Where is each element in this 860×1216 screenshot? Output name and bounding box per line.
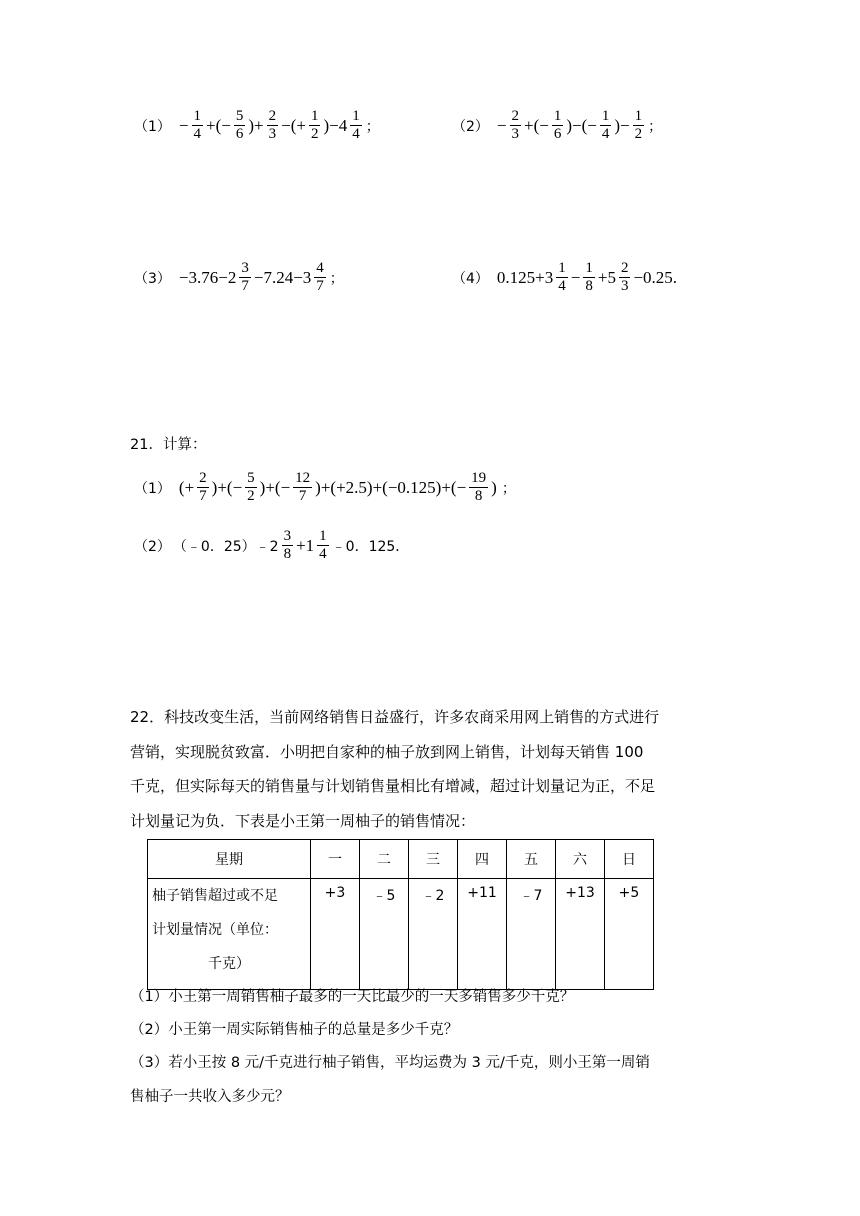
value-cell: +13 — [556, 879, 605, 990]
q22-problem-text — [130, 700, 740, 838]
value-cell: +5 — [605, 879, 654, 990]
math-term: )+(− — [259, 477, 291, 497]
q22-sub2: （2）小王第一周实际销售柚子的总量是多少千克？ — [130, 1022, 459, 1038]
value-cell: +3 — [311, 879, 360, 990]
row-label-cell — [148, 879, 311, 990]
part-label: （4） — [452, 270, 489, 287]
value-cell: +11 — [458, 879, 507, 990]
semicolon: ； — [329, 270, 344, 287]
row-label-line: 柚子销售超过或不足 — [152, 888, 278, 904]
row-label-line: 计划量情况（单位： — [152, 922, 278, 938]
q20-part1-expression — [134, 108, 380, 143]
q22-text-line: 营销，实现脱贫致富．小明把自家种的柚子放到网上销售，计划每天销售 100 — [130, 742, 644, 761]
header-cell: 五 — [507, 840, 556, 879]
fraction: $\frac{1}{6}$ — [553, 108, 562, 142]
header-cell: 三 — [409, 840, 458, 879]
math-term: +(− — [524, 115, 549, 135]
table-row — [148, 879, 654, 990]
fraction: $\frac{1}{2}$ — [634, 108, 643, 142]
fraction: $\frac{3}{7}$ — [241, 260, 249, 294]
fraction: $\frac{19}{8}$ — [471, 470, 487, 504]
math-term: − — [496, 115, 507, 135]
fraction: $\frac{3}{8}$ — [283, 528, 292, 562]
q22-text-line: 计划量记为负．下表是小王第一周柚子的销售情况： — [130, 811, 476, 830]
q21-part1-expression — [134, 470, 516, 505]
math-term: )− — [614, 115, 630, 135]
semicolon: ； — [648, 118, 663, 135]
header-cell: 四 — [458, 840, 507, 879]
header-cell-weekday: 星期 — [148, 840, 311, 879]
math-term: +(− — [206, 115, 231, 135]
fraction: $\frac{2}{3}$ — [620, 260, 629, 294]
table-header-row — [148, 840, 654, 879]
math-term: − — [178, 115, 189, 135]
math-term: −7.24−3 — [253, 267, 312, 287]
header-cell: 日 — [605, 840, 654, 879]
q21-title: 21．计算： — [130, 437, 207, 453]
value-cell: ﹣2 — [409, 879, 458, 990]
math-term: )+(+2.5)+(−0.125)+(− — [315, 477, 467, 497]
q22-sub3-line1: （3）若小王按 8 元/千克进行柚子销售，平均运费为 3 元/千克，则小王第一周销 — [130, 1055, 650, 1071]
math-term: （﹣0．25）﹣2 — [172, 538, 279, 555]
math-term: )−4 — [323, 115, 348, 135]
math-term: )−(− — [566, 115, 597, 135]
fraction: $\frac{1}{4}$ — [558, 260, 566, 294]
fraction: $\frac{1}{4}$ — [601, 108, 610, 142]
part-label: （2） — [134, 538, 171, 555]
math-term: (+ — [178, 477, 195, 497]
fraction: $\frac{1}{2}$ — [310, 108, 319, 142]
fraction: $\frac{2}{3}$ — [268, 108, 277, 142]
part-label: （1） — [134, 480, 171, 497]
q22-text-line: 千克，但实际每天的销售量与计划销售量相比有增减，超过计划量记为正，不足 — [130, 777, 656, 795]
value-cell: ﹣5 — [360, 879, 409, 990]
fraction: $\frac{5}{6}$ — [235, 108, 244, 142]
math-term: −(+ — [281, 115, 306, 135]
q22-sub1: （1）小王第一周销售柚子最多的一天比最少的一天多销售多少千克？ — [130, 989, 575, 1005]
math-term: −3.76−2 — [178, 267, 237, 287]
math-term: 0.125+3 — [496, 267, 554, 287]
math-term: −0.25. — [633, 267, 678, 287]
fraction: $\frac{4}{7}$ — [316, 260, 324, 294]
part-label: （1） — [134, 118, 171, 135]
q20-part3-expression — [134, 260, 344, 295]
math-term: )+(− — [211, 477, 243, 497]
header-cell: 二 — [360, 840, 409, 879]
math-term: ﹣0．125． — [331, 538, 410, 555]
math-term: ) — [491, 477, 497, 497]
fraction: $\frac{1}{4}$ — [193, 108, 202, 142]
part-label: （2） — [452, 118, 489, 135]
fraction: $\frac{2}{3}$ — [511, 108, 520, 142]
fraction: $\frac{12}{7}$ — [295, 470, 311, 504]
row-label-line: 千克） — [208, 956, 250, 972]
fraction: $\frac{2}{7}$ — [199, 470, 207, 504]
semicolon: ； — [501, 480, 516, 497]
fraction: $\frac{1}{4}$ — [352, 108, 360, 142]
fraction: $\frac{1}{8}$ — [585, 260, 593, 294]
fraction: $\frac{5}{2}$ — [247, 470, 255, 504]
header-cell: 六 — [556, 840, 605, 879]
value-cell: ﹣7 — [507, 879, 556, 990]
math-term: − — [570, 267, 581, 287]
q21-part2-expression — [134, 528, 411, 563]
q22-sub3-line2: 售柚子一共收入多少元？ — [130, 1089, 290, 1105]
math-term: +1 — [296, 535, 315, 555]
fraction: $\frac{1}{4}$ — [319, 528, 327, 562]
semicolon: ； — [365, 118, 380, 135]
q22-text-line: 22．科技改变生活，当前网络销售日益盛行，许多农商采用网上销售的方式进行 — [130, 708, 660, 726]
part-label: （3） — [134, 270, 171, 287]
q20-part4-expression — [452, 260, 679, 295]
header-cell: 一 — [311, 840, 360, 879]
math-term: )+ — [248, 115, 264, 135]
q20-part2-expression — [452, 108, 662, 143]
sales-table — [147, 839, 654, 990]
math-term: +5 — [597, 267, 616, 287]
